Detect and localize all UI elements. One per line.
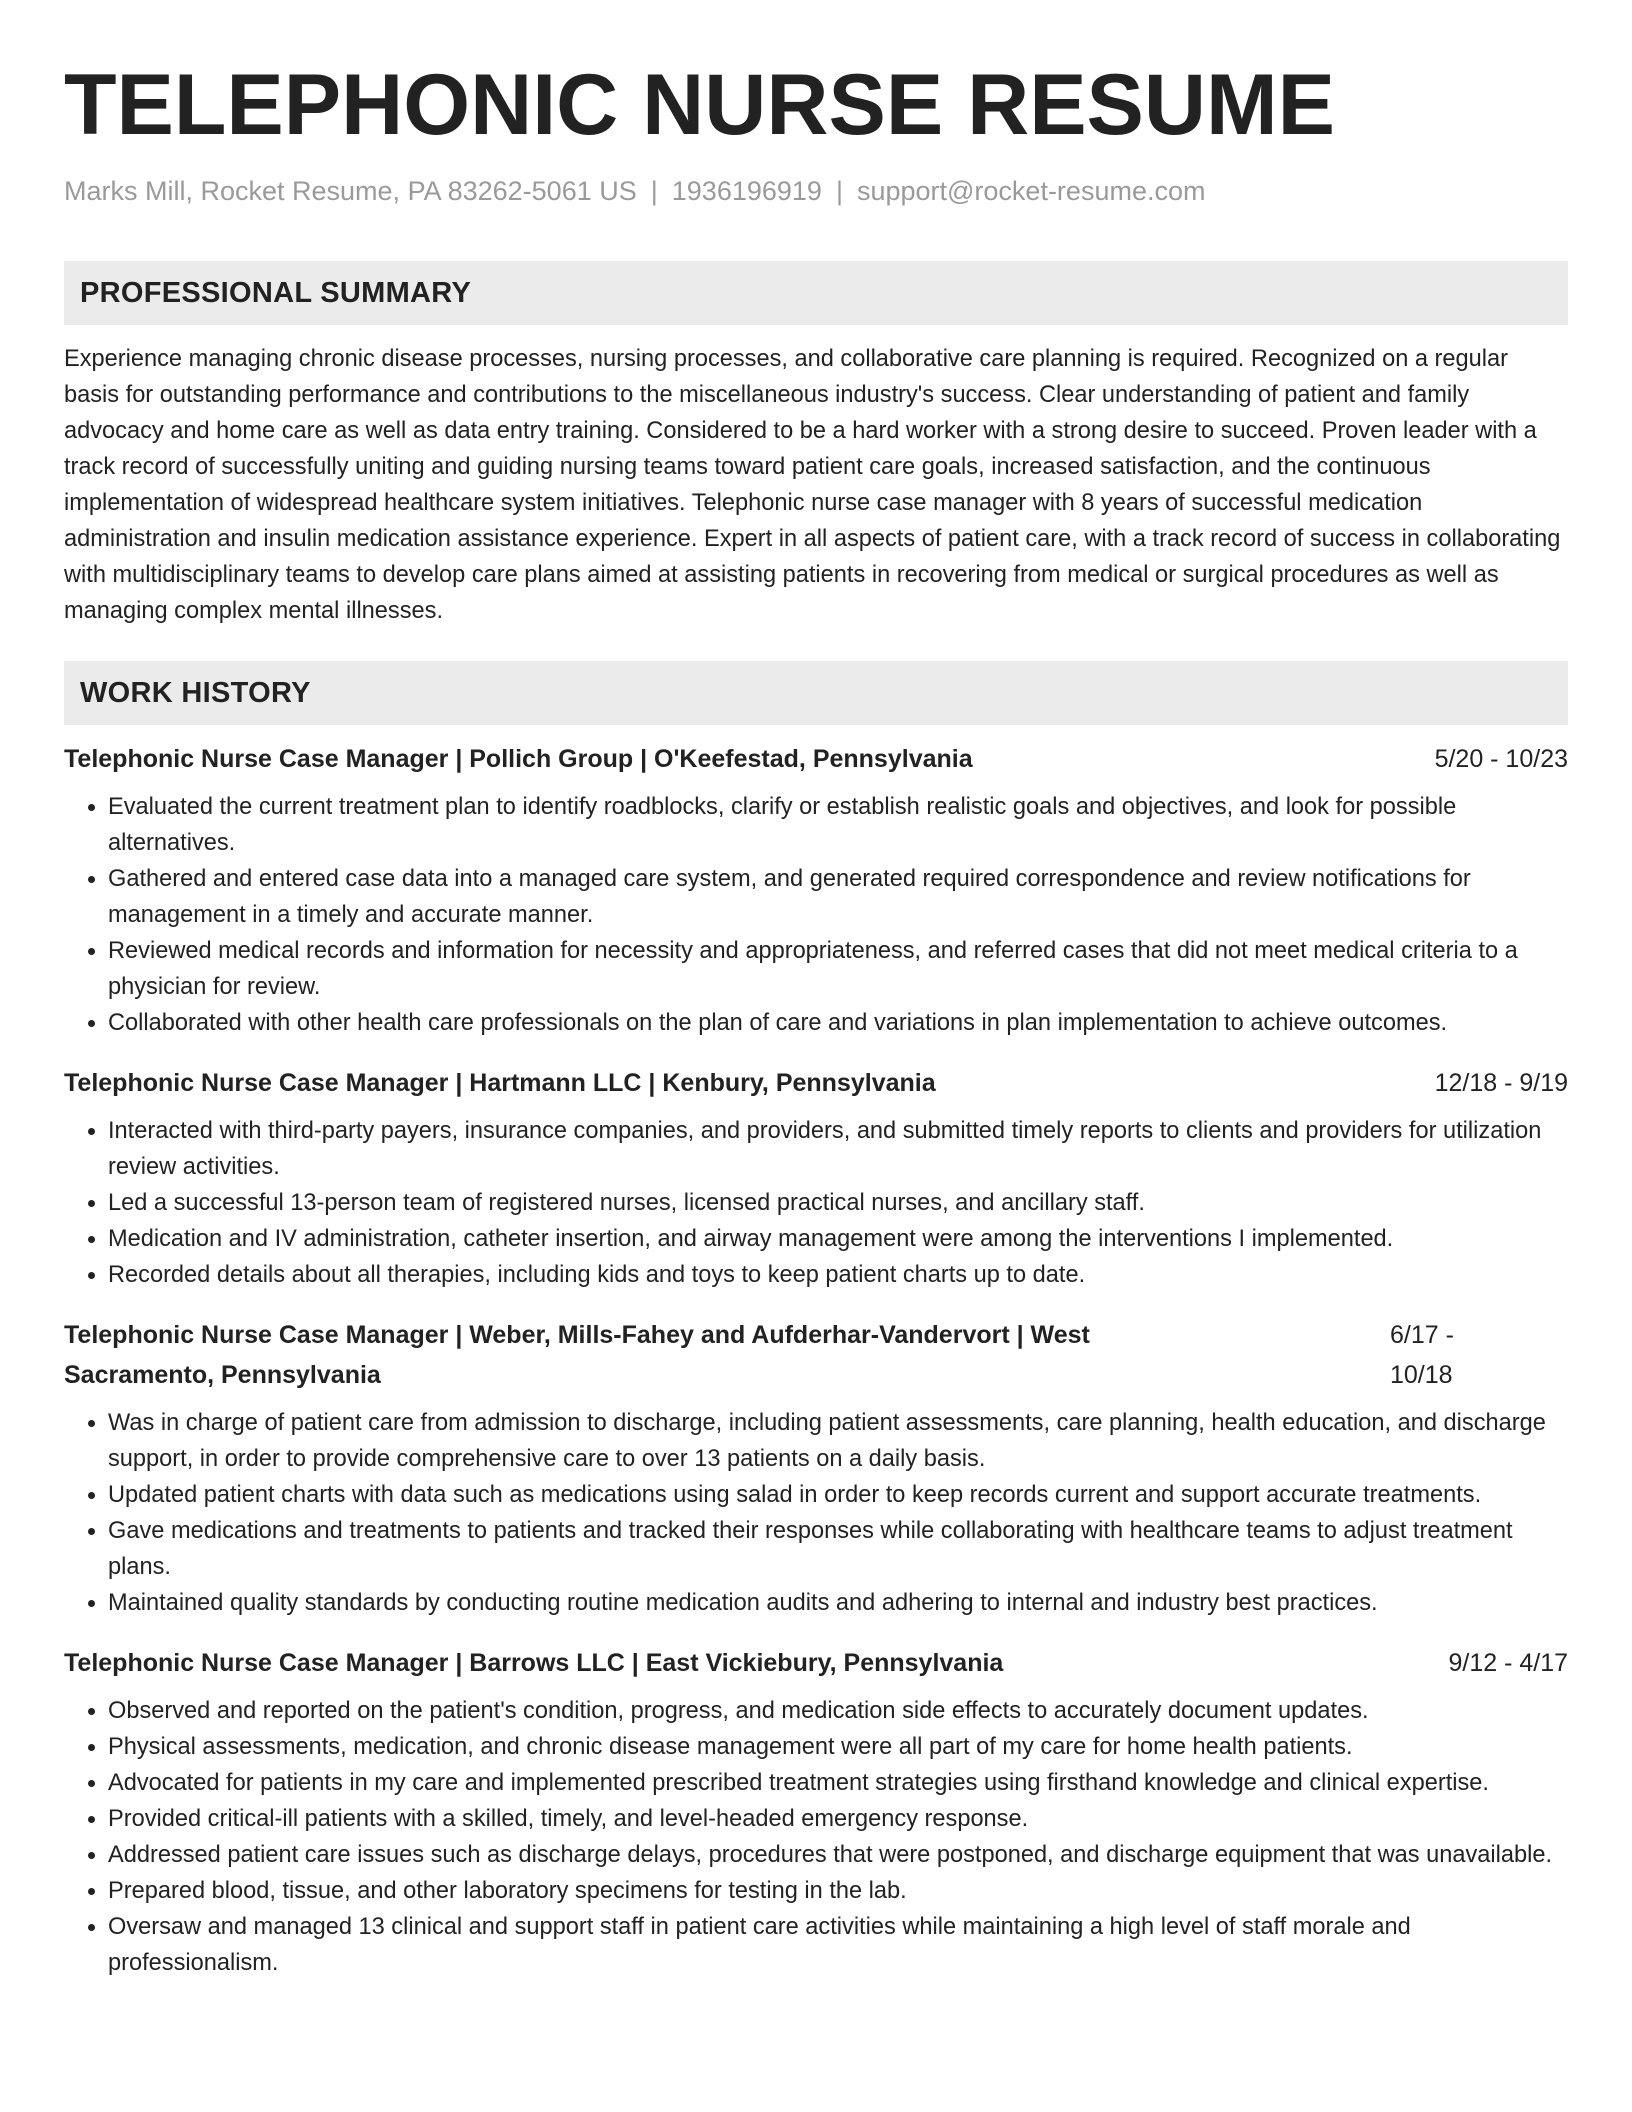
job-entry	[64, 1063, 1568, 1293]
job-bullet: • Provided critical-ill patients with a skilled, timely, and level-headed emergency response.	[108, 1801, 1568, 1837]
job-entry	[64, 1315, 1568, 1621]
job-bullet: • Updated patient charts with data such as medications using salad in order to keep records current and support accurate treatments.	[108, 1477, 1568, 1513]
job-bullet: • Prepared blood, tissue, and other laboratory specimens for testing in the lab.	[108, 1873, 1568, 1909]
job-bullet: • Gathered and entered case data into a managed care system, and generated required correspondence and review notifications for management in a timely and accurate manner.	[108, 861, 1568, 933]
job-bullet: • Reviewed medical records and information for necessity and appropriateness, and referred cases that did not meet medical criteria to a physician for review.	[108, 933, 1568, 1005]
contact-phone: 1936196919	[671, 176, 822, 206]
job-bullet: • Evaluated the current treatment plan to identify roadblocks, clarify or establish realistic goals and objectives, and look for possible alternatives.	[108, 789, 1568, 861]
summary-heading: PROFESSIONAL SUMMARY	[64, 261, 1568, 325]
job-title: Telephonic Nurse Case Manager | Weber, Mills-Fahey and Aufderhar-Vandervort | West Sacramento, Pennsylvania	[64, 1321, 1090, 1390]
job-header	[64, 1643, 1568, 1683]
job-bullet: • Addressed patient care issues such as discharge delays, procedures that were postponed, and discharge equipment that was unavailable.	[108, 1837, 1568, 1873]
job-bullet: • Advocated for patients in my care and implemented prescribed treatment strategies using firsthand knowledge and clinical expertise.	[108, 1765, 1568, 1801]
job-bullets	[64, 1405, 1568, 1621]
job-header	[64, 739, 1568, 779]
job-entry	[64, 739, 1568, 1041]
contact-email: support@rocket-resume.com	[856, 176, 1206, 206]
contact-separator: |	[650, 176, 658, 206]
summary-text: Experience managing chronic disease processes, nursing processes, and collaborative care planning is required. Recognized on a regular basis for outstanding performance and contributions to the miscellaneous industry's success. Clear understanding of patient and family advocacy and home care as well as data entry training. Considered to be a hard worker with a strong desire to succeed. Proven leader with a track record of successfully uniting and guiding nursing teams toward patient care goals, increased satisfaction, and the continuous implementation of widespread healthcare system initiatives. Telephonic nurse case manager with 8 years of successful medication administration and insulin medication assistance experience. Expert in all aspects of patient care, with a track record of success in collaborating with multidisciplinary teams to develop care plans aimed at assisting patients in recovering from medical or surgical procedures as well as managing complex mental illnesses.	[64, 346, 1561, 625]
job-bullet: • Maintained quality standards by conducting routine medication audits and adhering to internal and industry best practices.	[108, 1585, 1568, 1621]
job-dates: 6/17 - 10/18	[1390, 1321, 1454, 1390]
job-bullet: • Physical assessments, medication, and chronic disease management were all part of my care for home health patients.	[108, 1729, 1568, 1765]
job-title: Telephonic Nurse Case Manager | Barrows LLC | East Vickiebury, Pennsylvania	[64, 1649, 1004, 1678]
job-dates: 12/18 - 9/19	[1434, 1069, 1568, 1098]
contact-address: Marks Mill, Rocket Resume, PA 83262-5061 US	[64, 176, 637, 206]
job-bullet: • Collaborated with other health care professionals on the plan of care and variations in plan implementation to achieve outcomes.	[108, 1005, 1568, 1041]
job-title: Telephonic Nurse Case Manager | Hartmann LLC | Kenbury, Pennsylvania	[64, 1069, 936, 1098]
job-dates: 9/12 - 4/17	[1448, 1649, 1568, 1678]
contact-separator: |	[835, 176, 843, 206]
job-header	[64, 1315, 1568, 1395]
job-bullets	[64, 1693, 1568, 1981]
job-entry	[64, 1643, 1568, 1981]
job-bullets	[64, 1113, 1568, 1293]
job-bullet: • Recorded details about all therapies, including kids and toys to keep patient charts up to date.	[108, 1257, 1568, 1293]
job-title: Telephonic Nurse Case Manager | Pollich Group | O'Keefestad, Pennsylvania	[64, 745, 973, 774]
job-bullet: • Gave medications and treatments to patients and tracked their responses while collaborating with healthcare teams to adjust treatment plans.	[108, 1513, 1568, 1585]
job-bullet: • Oversaw and managed 13 clinical and support staff in patient care activities while maintaining a high level of staff morale and professionalism.	[108, 1909, 1568, 1981]
job-bullets	[64, 789, 1568, 1041]
job-header	[64, 1063, 1568, 1103]
job-bullet: • Led a successful 13-person team of registered nurses, licensed practical nurses, and ancillary staff.	[108, 1185, 1568, 1221]
job-bullet: • Medication and IV administration, catheter insertion, and airway management were among the interventions I implemented.	[108, 1221, 1568, 1257]
contact-line	[64, 174, 1568, 209]
job-bullet: • Was in charge of patient care from admission to discharge, including patient assessments, care planning, health education, and discharge support, in order to provide comprehensive care to over 13 patients on a daily basis.	[108, 1405, 1568, 1477]
job-dates: 5/20 - 10/23	[1434, 745, 1568, 774]
resume-title: TELEPHONIC NURSE RESUME	[64, 57, 1336, 153]
job-bullet: • Interacted with third-party payers, insurance companies, and providers, and submitted timely reports to clients and providers for utilization review activities.	[108, 1113, 1568, 1185]
job-bullet: • Observed and reported on the patient's condition, progress, and medication side effects to accurately document updates.	[108, 1693, 1568, 1729]
work-history-heading: WORK HISTORY	[64, 661, 1568, 725]
